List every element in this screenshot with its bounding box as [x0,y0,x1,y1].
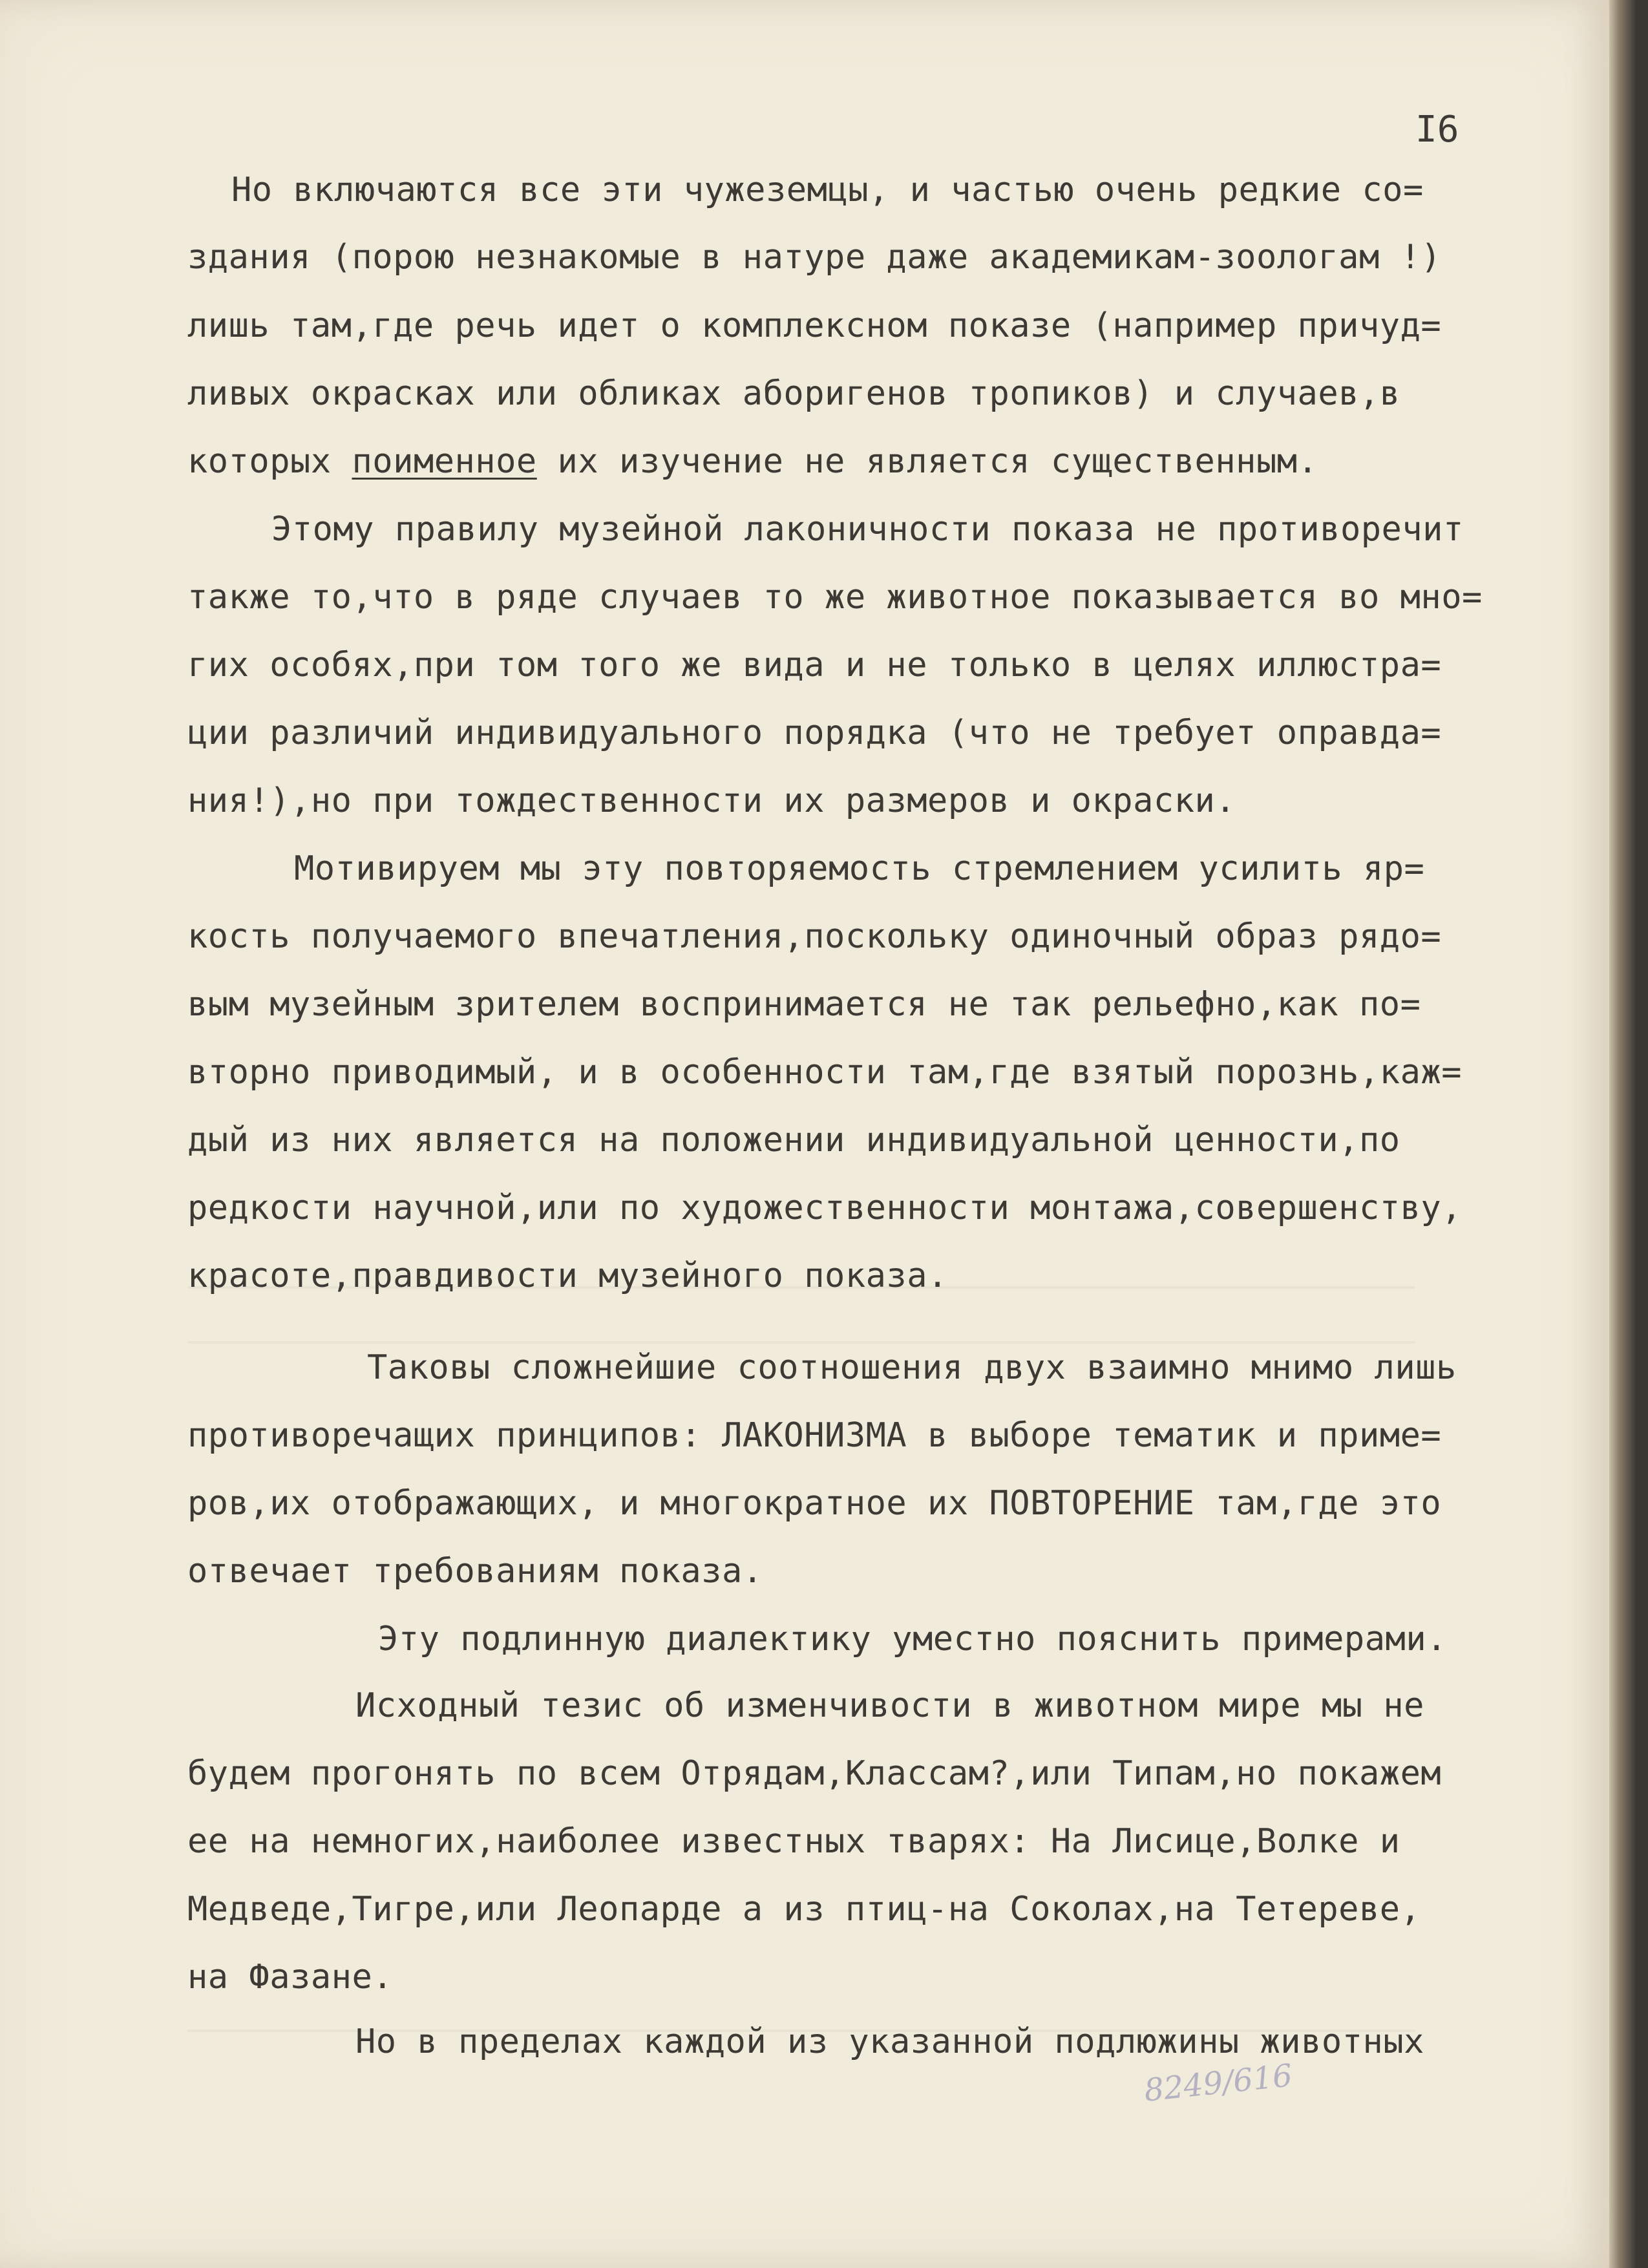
text-line: Исходный тезис об изменчивости в животном мире мы не [355,1686,1424,1725]
text-line: отвечает требованиям показа. [187,1552,763,1591]
text-line: Таковы сложнейшие соотношения двух взаимно мнимо лишь [367,1348,1457,1387]
text-line: здания (порою незнакомые в натуре даже академикам-зоологам !) [187,238,1442,277]
text-line: вторно приводимый, и в особенности там,где взятый порознь,каж= [187,1053,1463,1092]
text-line: кость получаемого впечатления,поскольку одиночный образ рядо= [187,917,1442,956]
text-line: лишь там,где речь идет о комплексном показе (например причуд= [187,306,1442,345]
bleed-through [187,1341,1415,1344]
text-line: ния!),но при тождественности их размеров и окраски. [187,781,1236,820]
text-line: ции различий индивидуального порядка (что не требует оправда= [187,714,1442,752]
text-line: дый из них является на положении индивидуальной ценности,по [187,1121,1400,1160]
text-line: Этому правилу музейной лаконичности показа не противоречит [271,510,1464,549]
text-line: гих особях,при том того же вида и не только в целях иллюстра= [187,646,1442,684]
text-line: ливых окрасках или обликах аборигенов тропиков) и случаев,в [187,374,1400,413]
text-line: будем прогонять по всем Отрядам,Классам?,или Типам,но покажем [187,1754,1442,1793]
text-line: ров,их отображающих, и многократное их ПОВТОРЕНИЕ там,где это [187,1484,1442,1523]
text-line: красоте,правдивости музейного показа. [187,1256,948,1295]
text-line [187,442,1318,481]
handwritten-inventory-note: 8249/616 [1142,2057,1294,2109]
text-line: также то,что в ряде случаев то же животное показывается во мно= [187,578,1483,617]
underlined-word: поименное [352,442,537,481]
page-edge-shadow [1609,0,1648,2268]
text-line: Но включаются все эти чужеземцы, и частью очень редкие со= [231,171,1424,209]
text-line: Эту подлинную диалектику уместно пояснить примерами. [378,1620,1447,1659]
page-number: I6 [1415,109,1459,151]
text-line: Медведе,Тигре,или Леопарде а из птиц-на Соколах,на Тетереве, [187,1890,1421,1929]
text-line: Но в пределах каждой из указанной подлюжины животных [355,2022,1424,2061]
text-line: ее на немногих,наиболее известных тварях: На Лисице,Волке и [187,1822,1400,1861]
text-line: редкости научной,или по художественности монтажа,совершенству, [187,1189,1463,1227]
text-fragment: их изучение не является существенным. [557,442,1318,481]
text-line: вым музейным зрителем воспринимается не так рельефно,как по= [187,985,1421,1024]
text-fragment: которых [187,442,332,481]
text-line: противоречащих принципов: ЛАКОНИЗМА в выборе тематик и приме= [187,1416,1442,1455]
text-line: на Фазане. [187,1958,394,1997]
text-line: Мотивируем мы эту повторяемость стремлением усилить яр= [294,849,1425,888]
